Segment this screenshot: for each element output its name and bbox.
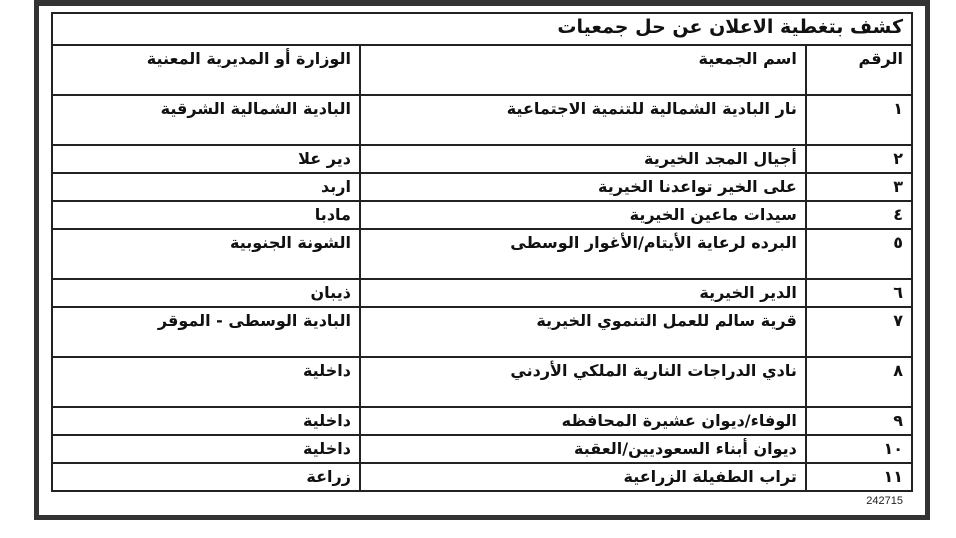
association-name: تراب الطفيلة الزراعية <box>360 463 806 491</box>
header-ministry: الوزارة أو المديرية المعنية <box>52 45 360 95</box>
table-row <box>52 95 912 145</box>
table-row <box>52 407 912 435</box>
ad-code: 242715 <box>866 495 903 507</box>
table-row <box>52 201 912 229</box>
notice-frame <box>34 0 930 520</box>
ministry-name: البادية الوسطى - الموقر <box>52 307 360 357</box>
row-number: ٥ <box>806 229 912 279</box>
ministry-name: الشونة الجنوبية <box>52 229 360 279</box>
table-row <box>52 229 912 279</box>
table-row <box>52 173 912 201</box>
table-row <box>52 357 912 407</box>
association-name: ديوان أبناء السعوديين/العقبة <box>360 435 806 463</box>
table-row <box>52 307 912 357</box>
row-number: ٩ <box>806 407 912 435</box>
row-number: ٤ <box>806 201 912 229</box>
table-row <box>52 435 912 463</box>
ministry-name: ذيبان <box>52 279 360 307</box>
association-name: نار البادية الشمالية للتنمية الاجتماعية <box>360 95 806 145</box>
association-name: الدير الخيرية <box>360 279 806 307</box>
table-body <box>52 95 912 491</box>
header-number: الرقم <box>806 45 912 95</box>
row-number: ٨ <box>806 357 912 407</box>
ministry-name: مادبا <box>52 201 360 229</box>
association-name: الوفاء/ديوان عشيرة المحافظه <box>360 407 806 435</box>
row-number: ٦ <box>806 279 912 307</box>
ministry-name: داخلية <box>52 357 360 407</box>
association-name: أجيال المجد الخيرية <box>360 145 806 173</box>
row-number: ١ <box>806 95 912 145</box>
ministry-name: البادية الشمالية الشرقية <box>52 95 360 145</box>
table-row <box>52 145 912 173</box>
top-border <box>39 0 925 6</box>
ministry-name: اربد <box>52 173 360 201</box>
row-number: ١٠ <box>806 435 912 463</box>
dissolution-table <box>51 12 913 492</box>
ministry-name: زراعة <box>52 463 360 491</box>
row-number: ٣ <box>806 173 912 201</box>
association-name: نادي الدراجات النارية الملكي الأردني <box>360 357 806 407</box>
table-title: كشف بتغطية الاعلان عن حل جمعيات <box>52 13 912 45</box>
ministry-name: دير علا <box>52 145 360 173</box>
table-row <box>52 463 912 491</box>
row-number: ١١ <box>806 463 912 491</box>
association-name: سيدات ماعين الخيرية <box>360 201 806 229</box>
table-row <box>52 279 912 307</box>
association-name: على الخير تواعدنا الخيرية <box>360 173 806 201</box>
ministry-name: داخلية <box>52 407 360 435</box>
row-number: ٢ <box>806 145 912 173</box>
row-number: ٧ <box>806 307 912 357</box>
ministry-name: داخلية <box>52 435 360 463</box>
association-name: البرده لرعاية الأيتام/الأغوار الوسطى <box>360 229 806 279</box>
association-name: قرية سالم للعمل التنموي الخيرية <box>360 307 806 357</box>
header-name: اسم الجمعية <box>360 45 806 95</box>
